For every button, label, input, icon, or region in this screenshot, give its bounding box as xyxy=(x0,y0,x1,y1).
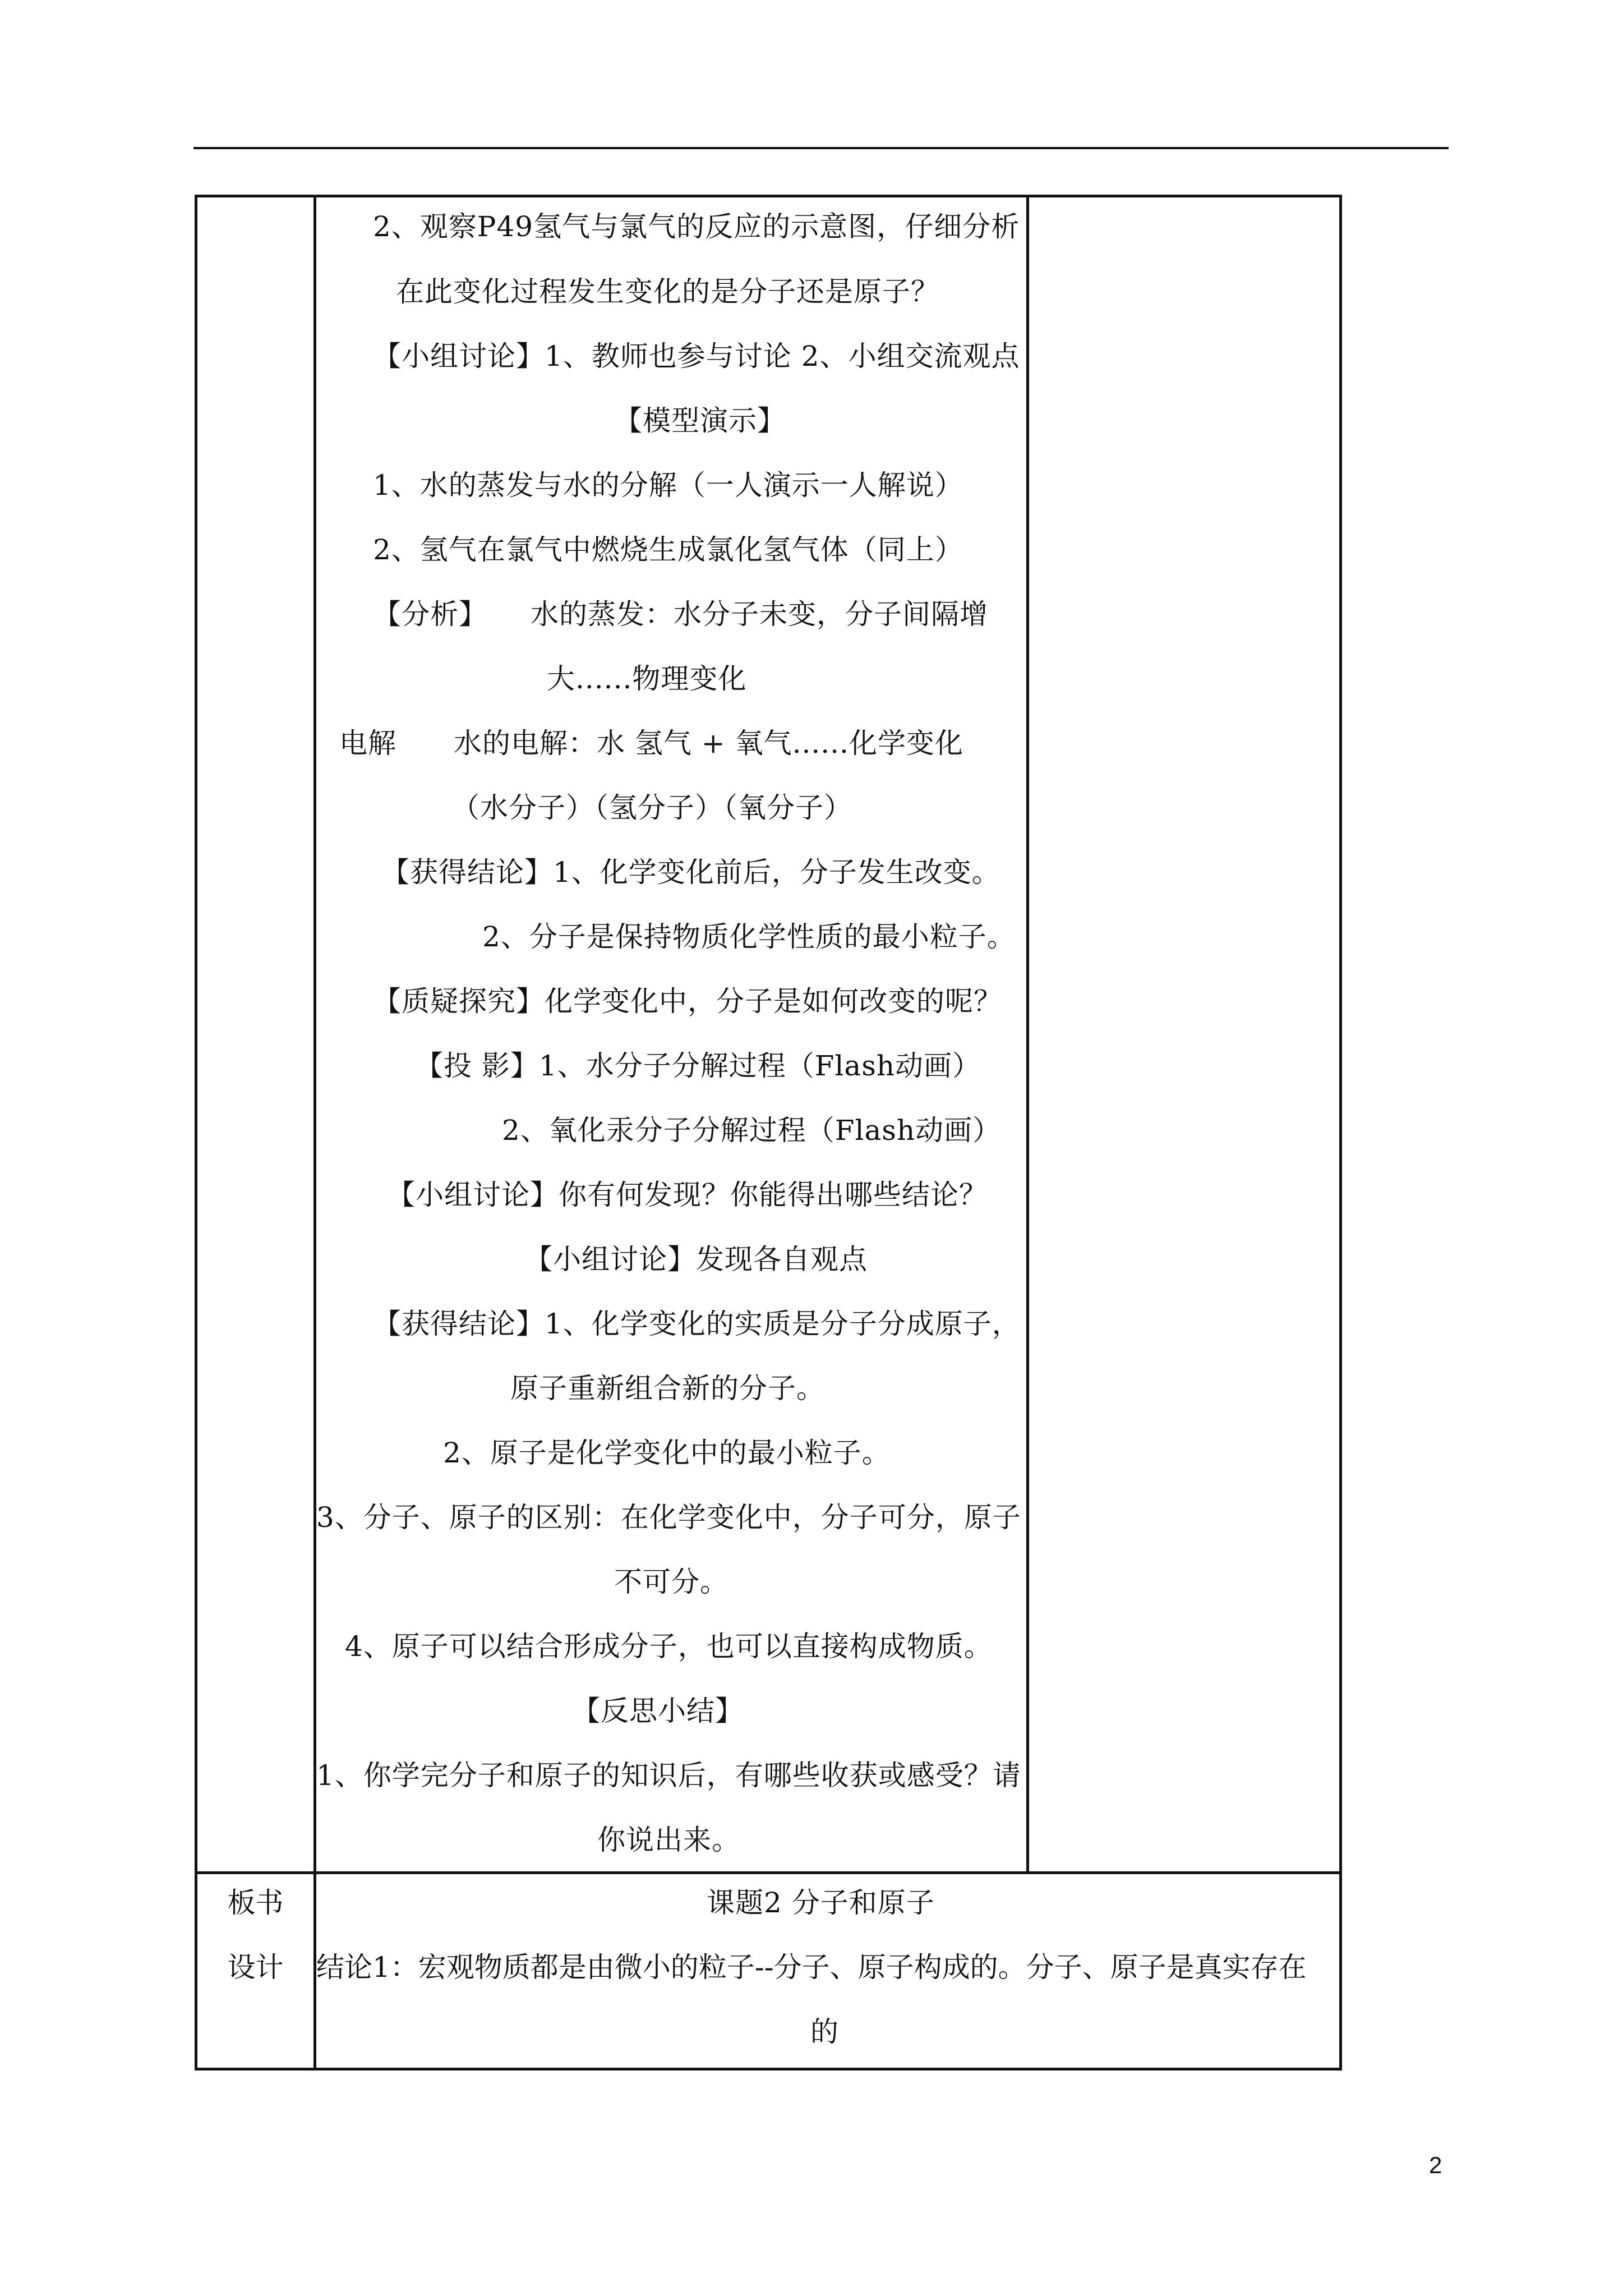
lesson-line: 4、原子可以结合形成分子，也可以直接构成物质。 xyxy=(345,1630,993,1663)
table-border-left xyxy=(195,195,197,2070)
lesson-line: 电解 水的电解：水 氢气 + 氧气......化学变化 xyxy=(339,727,963,760)
lesson-line: 原子重新组合新的分子。 xyxy=(510,1372,825,1405)
lesson-line: 【小组讨论】发现各自观点 xyxy=(524,1243,868,1276)
lesson-line: 3、分子、原子的区别：在化学变化中，分子可分，原子 xyxy=(316,1501,1021,1534)
lesson-line: 【质疑探究】化学变化中，分子是如何改变的呢？ xyxy=(373,985,1002,1018)
header-rule xyxy=(193,147,1449,149)
board-design-title: 课题2 分子和原子 xyxy=(707,1887,935,1919)
lesson-line: 2、氧化汞分子分解过程（Flash动画） xyxy=(502,1114,1002,1147)
lesson-line: 【模型演示】 xyxy=(614,404,786,437)
lesson-line: 【投 影】1、水分子分解过程（Flash动画） xyxy=(415,1050,981,1082)
board-design-conclusion: 的 xyxy=(810,2016,839,2048)
table-row-divider xyxy=(195,1871,1342,1874)
lesson-line: 【反思小结】 xyxy=(572,1695,744,1727)
lesson-line: 在此变化过程发生变化的是分子还是原子？ xyxy=(396,275,939,308)
lesson-line: 【小组讨论】1、教师也参与讨论 2、小组交流观点 xyxy=(373,340,1020,372)
lesson-line: 1、你学完分子和原子的知识后，有哪些收获或感受？请 xyxy=(316,1759,1021,1792)
lesson-line: 2、原子是化学变化中的最小粒子。 xyxy=(443,1437,891,1469)
board-design-conclusion: 结论1：宏观物质都是由微小的粒子--分子、原子构成的。分子、原子是真实存在 xyxy=(316,1951,1307,1984)
table-column-divider-2 xyxy=(1026,195,1029,1874)
lesson-line: 1、水的蒸发与水的分解（一人演示一人解说） xyxy=(373,469,963,501)
lesson-line: 2、分子是保持物质化学性质的最小粒子。 xyxy=(482,921,1016,953)
lesson-line: 【小组讨论】你有何发现？你能得出哪些结论？ xyxy=(387,1179,988,1211)
table-border-top xyxy=(195,195,1342,197)
lesson-line: 2、观察P49氢气与氯气的反应的示意图，仔细分析 xyxy=(373,210,1020,243)
board-design-label: 设计 xyxy=(227,1951,284,1984)
lesson-line: 【获得结论】1、化学变化前后，分子发生改变。 xyxy=(381,856,1000,889)
lesson-line: 大......物理变化 xyxy=(547,662,747,695)
lesson-line: （水分子）（氢分子）（氧分子） xyxy=(451,792,852,824)
table-border-bottom xyxy=(195,2068,1342,2070)
lesson-line: 2、氢气在氯气中燃烧生成氯化氢气体（同上） xyxy=(373,533,963,566)
page-number: 2 xyxy=(1429,2152,1442,2178)
table-border-right xyxy=(1339,195,1342,2070)
lesson-line: 你说出来。 xyxy=(597,1824,740,1856)
lesson-line: 【获得结论】1、化学变化的实质是分子分成原子， xyxy=(373,1308,1021,1340)
lesson-line: 【分析】 水的蒸发：水分子未变，分子间隔增 xyxy=(373,598,988,631)
board-design-label: 板书 xyxy=(227,1887,284,1919)
lesson-line: 不可分。 xyxy=(614,1566,728,1598)
